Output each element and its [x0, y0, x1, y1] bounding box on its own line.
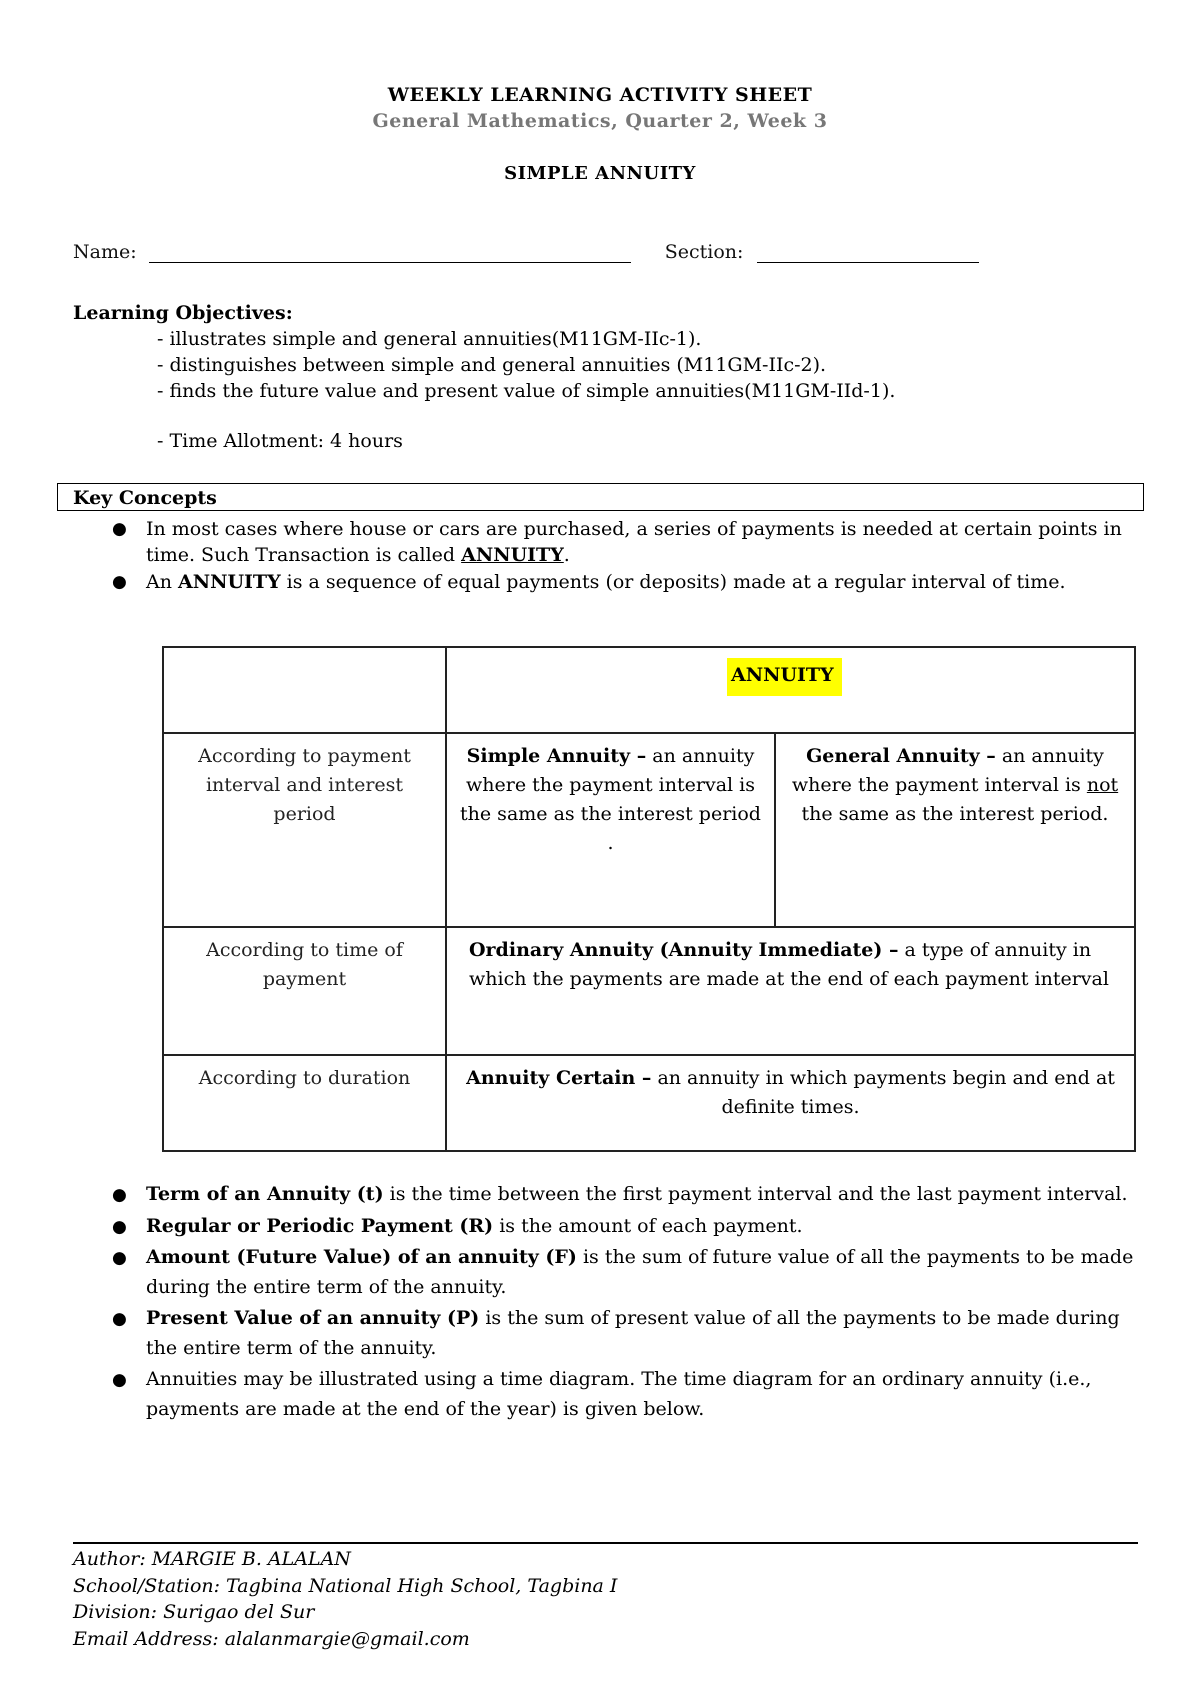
- list-item: ● In most cases where house or cars are purchased, a series of payments is needed at certain points in time. Such Transaction is called ANNUITY.: [112, 518, 1122, 566]
- list-item: ● Present Value of an annuity (P) is the sum of present value of all the payments to be made during the entire term of the annuity.: [112, 1307, 1120, 1359]
- annuity-term: ANNUITY: [178, 571, 281, 593]
- row-label: According to duration: [163, 1055, 446, 1151]
- simple-annuity-cell: Simple Annuity – an annuity where the payment interval is the same as the interest period .: [446, 733, 775, 927]
- table-corner-cell: [163, 647, 446, 733]
- table-row: [163, 733, 1135, 927]
- list-item: ● Amount (Future Value) of an annuity (F) is the sum of future value of all the payments to be made during the entire term of the annuity.: [112, 1246, 1134, 1298]
- bullet-icon: ●: [112, 1370, 127, 1390]
- list-item: ● An ANNUITY is a sequence of equal payments (or deposits) made at a regular interval of time.: [112, 571, 1066, 593]
- intro-bullet-list: [110, 516, 1135, 596]
- student-info-row: [73, 241, 979, 263]
- email-line: Email Address: alalanmargie@gmail.com: [73, 1627, 470, 1650]
- table-row: [163, 927, 1135, 1055]
- author-footer: [73, 1542, 1138, 1652]
- ordinary-annuity-cell: Ordinary Annuity (Annuity Immediate) – a type of annuity in which the payments are made at the end of each payment interval: [446, 927, 1135, 1055]
- list-item: ● Regular or Periodic Payment (R) is the amount of each payment.: [110, 1212, 1135, 1242]
- annuity-header-highlight: ANNUITY: [727, 658, 842, 696]
- key-concepts-heading: Key Concepts: [73, 487, 217, 509]
- name-blank[interactable]: [149, 242, 631, 263]
- bullet-icon: ●: [112, 1185, 127, 1205]
- annuity-term: ANNUITY: [461, 544, 564, 566]
- row-label: According to payment interval and interest period: [163, 733, 446, 927]
- table-row: [163, 647, 1135, 733]
- objective-item: - illustrates simple and general annuities(M11GM-IIc-1).: [157, 328, 702, 350]
- author-line: Author: MARGIE B. ALALAN: [73, 1548, 351, 1570]
- objective-item: - distinguishes between simple and general annuities (M11GM-IIc-2).: [157, 354, 827, 376]
- section-label: Section:: [664, 241, 744, 263]
- list-item: ● Term of an Annuity (t) is the time between the first payment interval and the last payment interval.: [110, 1180, 1135, 1210]
- key-concepts-box: [57, 483, 1144, 511]
- section-blank[interactable]: [757, 242, 979, 263]
- division-line: Division: Surigao del Sur: [73, 1601, 315, 1623]
- bullet-icon: ●: [112, 519, 127, 539]
- bullet-icon: ●: [112, 1309, 127, 1329]
- table-header-cell: [446, 647, 1135, 733]
- annuity-certain-cell: Annuity Certain – an annuity in which payments begin and end at definite times.: [446, 1055, 1135, 1151]
- sheet-title: WEEKLY LEARNING ACTIVITY SHEET: [387, 84, 813, 106]
- bullet-icon: ●: [112, 1216, 127, 1237]
- list-item: ● Annuities may be illustrated using a time diagram. The time diagram for an ordinary annuity (i.e., payments are made at the end of the year) is given below.: [112, 1368, 1092, 1420]
- topic-title: SIMPLE ANNUITY: [504, 163, 696, 184]
- general-annuity-cell: General Annuity – an annuity where the payment interval is not the same as the interest period.: [775, 733, 1135, 927]
- bullet-icon: ●: [112, 1248, 127, 1268]
- bullet-icon: ●: [112, 572, 127, 592]
- time-allotment: - Time Allotment: 4 hours: [157, 430, 403, 452]
- annuity-classification-table: [162, 646, 1136, 1152]
- objective-item: - finds the future value and present value of simple annuities(M11GM-IId-1).: [157, 380, 896, 402]
- name-label: Name:: [73, 241, 137, 263]
- sheet-subtitle: General Mathematics, Quarter 2, Week 3: [372, 110, 828, 132]
- learning-objectives: [73, 300, 1133, 454]
- row-label: According to time of payment: [163, 927, 446, 1055]
- objectives-heading: Learning Objectives:: [73, 302, 293, 324]
- definition-bullet-list: [110, 1180, 1135, 1426]
- school-line: School/Station: Tagbina National High School, Tagbina I: [73, 1574, 618, 1597]
- table-row: [163, 1055, 1135, 1151]
